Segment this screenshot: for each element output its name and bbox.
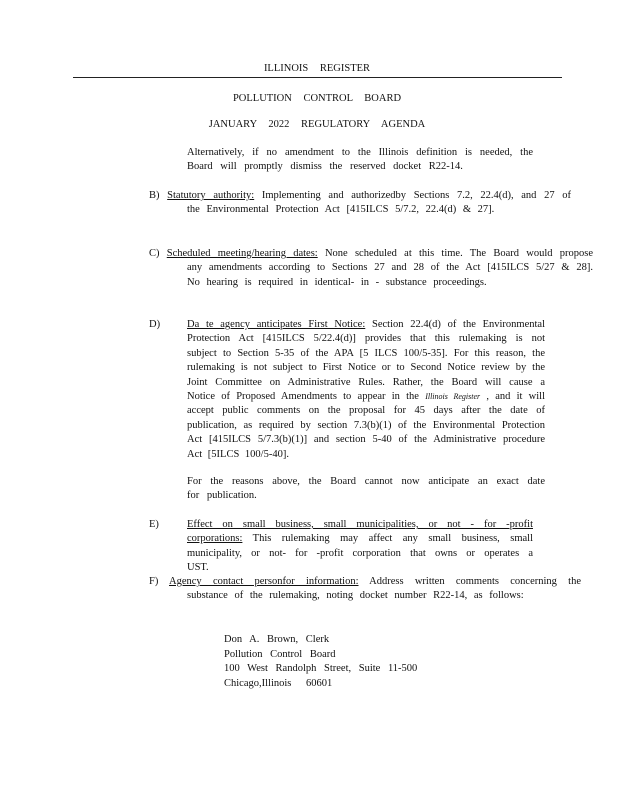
- agenda-title: JANUARY 2022 REGULATORY AGENDA: [208, 119, 426, 130]
- header-rule: [73, 77, 562, 78]
- section-c-text: None scheduled at this time. The Board would propose any amendments according to Sections 27 and 28 of the Act [415ILCS 5/27 & 28]. No hearing is required in identical- in - substance proceedings.: [187, 248, 593, 288]
- intro-paragraph: Alternatively, if no amendment to the Illinois definition is needed, the Board will promptly dismiss the reserved docket R22-14.: [187, 147, 533, 173]
- section-b-label: B): [149, 190, 160, 201]
- section-f-title: Agency contact personfor information:: [169, 576, 359, 587]
- section-d: [187, 318, 545, 462]
- section-c-title: Scheduled meeting/hearing dates:: [166, 248, 318, 259]
- register-title: ILLINOIS REGISTER: [263, 63, 371, 74]
- section-f-text: Address written comments concerning the substance of the rulemaking, noting docket number R22-14, as follows:: [187, 576, 581, 602]
- section-e: [187, 518, 533, 576]
- section-e-text: This rulemaking may affect any small business, small municipality, or not- for -profit corporation that owns or operates a UST.: [187, 533, 533, 574]
- section-d-text-2: , and it will accept public comments on the proposal for 45 days after the date of publication, as required by section 7.3(b)(1) of the Environmental Protection Act [415ILCS 5/7.3(b)(1)] and section 5-40 of the Administrative procedure Act [5ILCS 100/5-40].: [187, 391, 545, 460]
- section-e-label: E): [149, 519, 159, 530]
- board-title: POLLUTION CONTROL BOARD: [232, 93, 402, 104]
- section-b: [149, 189, 571, 218]
- address-line-4: Chicago,Illinois 60601: [224, 678, 333, 689]
- section-d-paragraph-2: For the reasons above, the Board cannot now anticipate an exact date for publication.: [187, 476, 545, 502]
- section-c: [149, 247, 593, 290]
- section-d-label: D): [149, 319, 161, 330]
- address-line-1: Don A. Brown, Clerk: [224, 634, 330, 645]
- illinois-register-italic: Illinois Register: [425, 392, 481, 402]
- section-d-title: Da te agency anticipates First Notice:: [187, 319, 366, 330]
- section-e-title: Effect on small business, small municipalities, or not - for -profit corporations:: [187, 519, 533, 545]
- section-f-label: F): [149, 576, 159, 587]
- address-line-2: Pollution Control Board: [224, 649, 336, 660]
- address-line-3: 100 West Randolph Street, Suite 11-500: [224, 663, 418, 674]
- section-f: [149, 575, 581, 604]
- section-b-text: Implementing and authorizedby Sections 7.2, 22.4(d), and 27 of the Environmental Protection Act [415ILCS 5/7.2, 22.4(d) & 27].: [187, 190, 572, 216]
- section-d-text-1: Section 22.4(d) of the Environmental Protection Act [415ILCS 5/22.4(d)] provides that this rulemaking is not subject to Section 5-35 of the APA [5 ILCS 100/5-35]. For this reason, the rulemaking is not subject to First Notice or to Second Notice review by the Joint Committee on Administrative Rules. Rather, the Board will cause a Notice of Proposed Amendments to appear in the: [187, 319, 545, 403]
- section-b-title: Statutory authority:: [167, 190, 255, 201]
- section-c-label: C): [149, 248, 160, 259]
